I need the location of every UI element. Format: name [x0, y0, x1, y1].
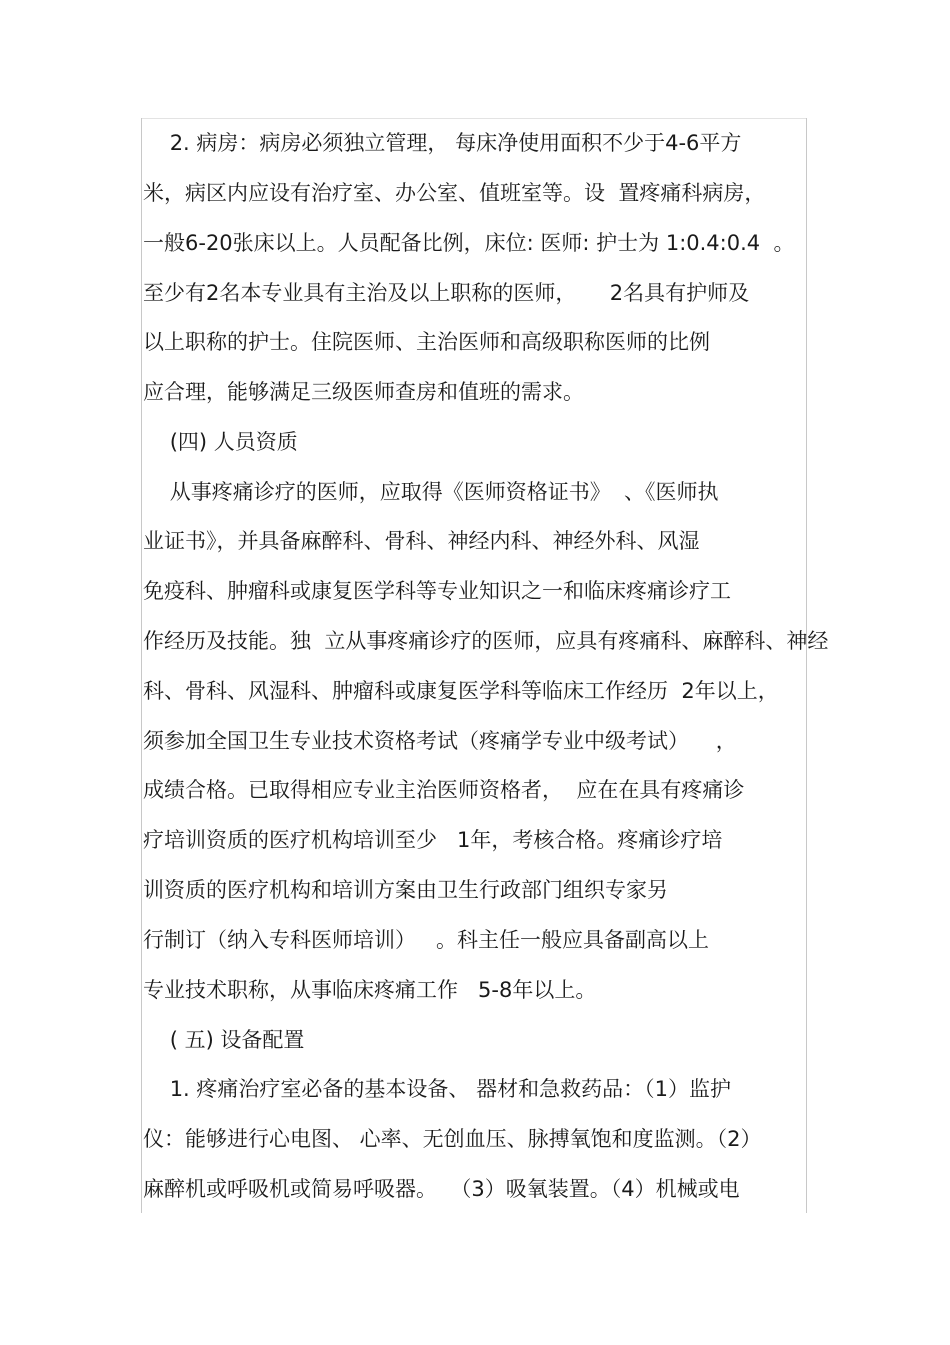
section-heading: (四) 人员资质	[143, 430, 298, 454]
text-line: 应合理，能够满足三级医师查房和值班的需求。	[143, 380, 584, 404]
text-line: 2. 病房：病房必须独立管理， 每床净使用面积不少于4-6平方	[143, 131, 742, 155]
text-line: 麻醉机或呼吸机或简易呼吸器。 （3）吸氧装置。（4）机械或电	[143, 1177, 740, 1201]
text-line: 科、骨科、风湿科、肿瘤科或康复医学科等临床工作经历 2年以上，	[143, 679, 779, 703]
text-line: 训资质的医疗机构和培训方案由卫生行政部门组织专家另	[143, 878, 668, 902]
text-line: 须参加全国卫生专业技术资格考试（疼痛学专业中级考试） ，	[143, 729, 737, 753]
text-line: 业证书》，并具备麻醉科、骨科、神经内科、神经外科、风湿	[143, 529, 700, 553]
text-line: 至少有2名本专业具有主治及以上职称的医师， 2名具有护师及	[143, 281, 750, 305]
text-line: 仪：能够进行心电图、 心率、无创血压、脉搏氧饱和度监测。（2）	[143, 1127, 762, 1151]
text-line: 米，病区内应设有治疗室、办公室、值班室等。设 置疼痛科病房，	[143, 181, 766, 205]
text-line: 行制订（纳入专科医师培训） 。科主任一般应具备副高以上	[143, 928, 710, 952]
page-frame-top-border	[141, 118, 807, 119]
page-frame-left-border	[141, 118, 142, 1213]
text-line: 从事疼痛诊疗的医师，应取得《医师资格证书》 、《医师执	[143, 480, 719, 504]
text-line: 1. 疼痛治疗室必备的基本设备、 器材和急救药品：（1）监护	[143, 1077, 731, 1101]
text-line: 作经历及技能。独 立从事疼痛诊疗的医师，应具有疼痛科、麻醉科、神经	[143, 629, 829, 653]
text-line: 疗培训资质的医疗机构培训至少 1年，考核合格。疼痛诊疗培	[143, 828, 723, 852]
text-line: 以上职称的护士。住院医师、主治医师和高级职称医师的比例	[143, 330, 710, 354]
text-line: 一般6-20张床以上。人员配备比例，床位: 医师: 护士为 1:0.4:0.4 。	[143, 231, 795, 255]
text-line: 免疫科、肿瘤科或康复医学科等专业知识之一和临床疼痛诊疗工	[143, 579, 731, 603]
text-line: 专业技术职称，从事临床疼痛工作 5-8年以上。	[143, 978, 597, 1002]
section-heading: ( 五) 设备配置	[143, 1028, 305, 1052]
text-line: 成绩合格。已取得相应专业主治医师资格者， 应在在具有疼痛诊	[143, 778, 745, 802]
